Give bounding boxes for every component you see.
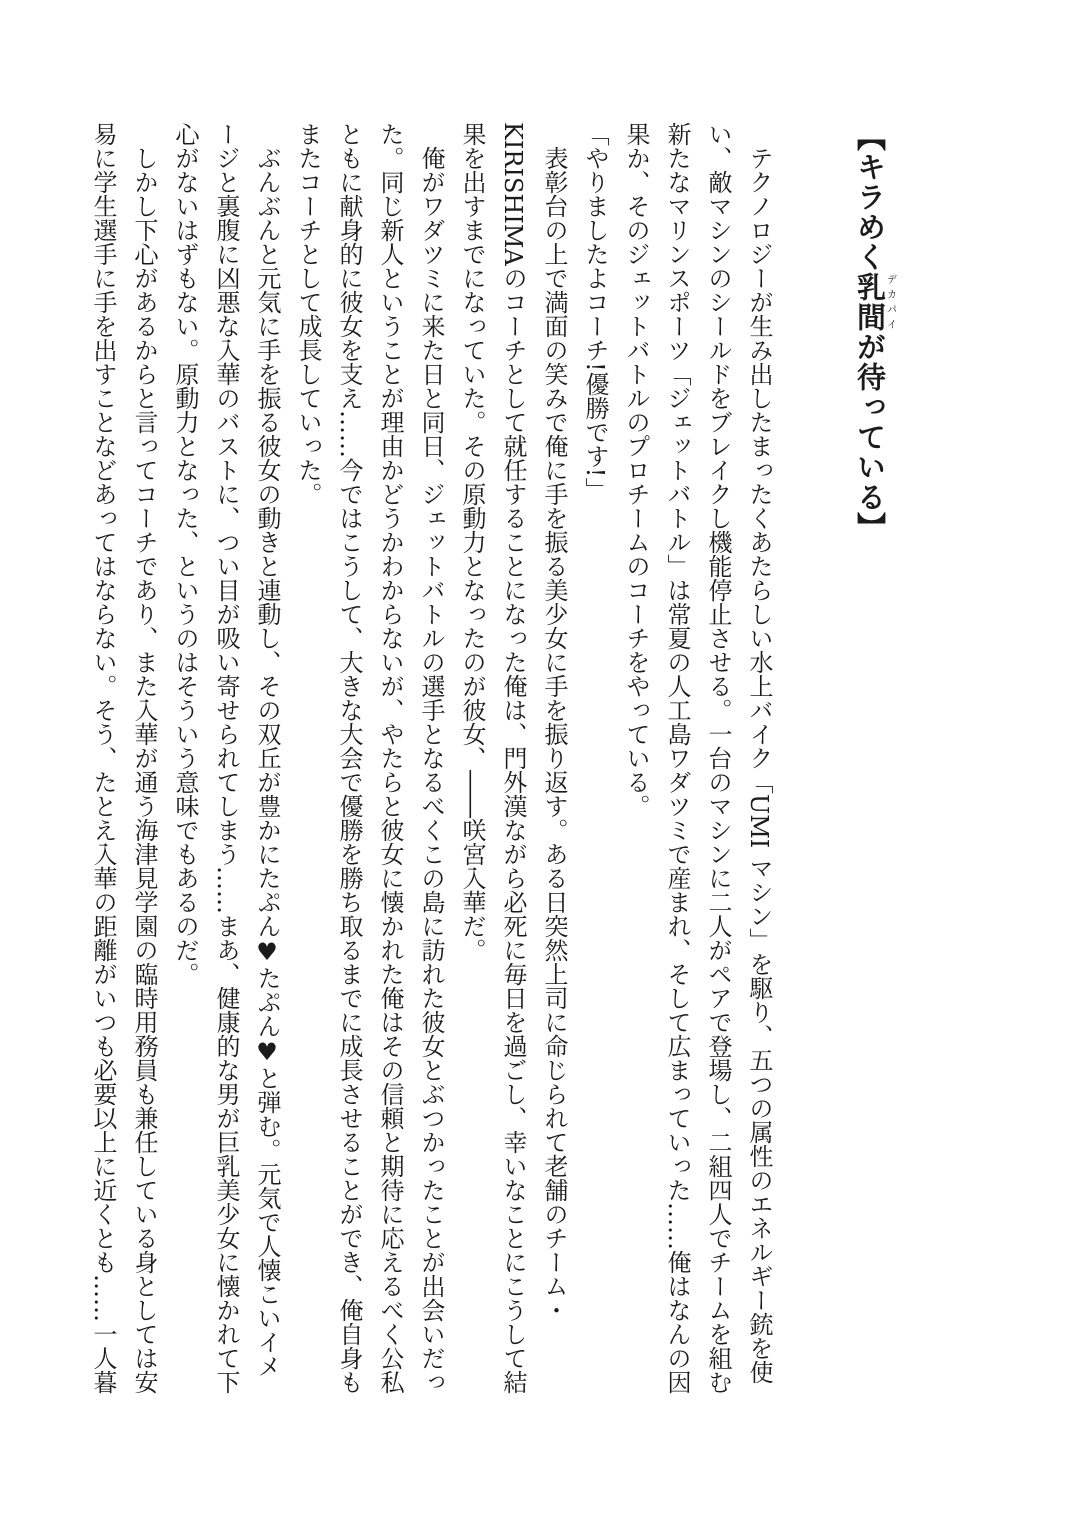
body-paragraph-1: テクノロジーが生み出したまったくあたらしい水上バイク「UMI マシン」を駆り、五つの属性のエネルギー銃を使い、敵マシンのシールドをブレイクし機能停止させる。一台のマシンに二人がペアで登場し、二組四人でチームを組む新たなマリンスポーツ「ジェットバトル」は常夏の人工島ワダツミで産まれ、そして広まっていった……俺はなんの因果か、そのジェットバトルのプロチームのコーチをやっている。 [622, 122, 773, 1394]
chapter-title-prefix: 【キラめく [853, 122, 887, 272]
chapter-title-furigana: デカパイ [884, 272, 896, 332]
chapter-title-suffix: が待っている】 [853, 332, 887, 542]
body-paragraph-2-dialogue: 「やりましたよコーチ!優勝です!」 [581, 122, 609, 502]
chapter-title-ruby-base: 乳間 [853, 272, 887, 332]
chapter-title-ruby [853, 272, 896, 332]
body-paragraph-4: 俺がワダツミに来た日と同日、ジェットバトルの選手となるべくこの島に訪れた彼女とぶつかったことが出会いだった。同じ新人ということが理由かどうかわからないが、やたらと彼女に懐かれた俺はその信頼と期待に応えるべく公私ともに献身的に彼女を支え……今ではこうして、大きな大会で優勝を勝ち取るまでに成長させることができ、俺自身もまたコーチとして成長していった。 [294, 122, 445, 1394]
body-paragraph-6: しかし下心があるからと言ってコーチであり、また入華が通う海津見学園の臨時用務員も兼任している身としては安易に学生選手に手を出すことなどあってはならない。そう、たとえ入華の距離がいつも必要以上に近くとも……一人暮 [89, 122, 158, 1394]
chapter-title [849, 122, 895, 1399]
body-paragraph-5: ぶんぶんと元気に手を振る彼女の動きと連動し、その双丘が豊かにたぷん♥たぷん♥と弾む。元気で人懐こいイメージと裏腹に凶悪な入華のバストに、つい目が吸い寄せられてしまう……まあ、健康的な男が巨乳美少女に懐かれて下心がないはずもない。原動力となった、というのはそういう意味でもあるのだ。 [171, 122, 281, 1394]
body-paragraph-3: 表彰台の上で満面の笑みで俺に手を振る美少女に手を振り返す。ある日突然上司に命じられて老舗のチーム・KIRISHIMAのコーチとして就任することになった俺は、門外漢ながら必死に毎日を過ごし、幸いなことにこうして結果を出すまでになっていた。その原動力となったのが彼女、――咲宮入華だ。 [458, 122, 568, 1394]
